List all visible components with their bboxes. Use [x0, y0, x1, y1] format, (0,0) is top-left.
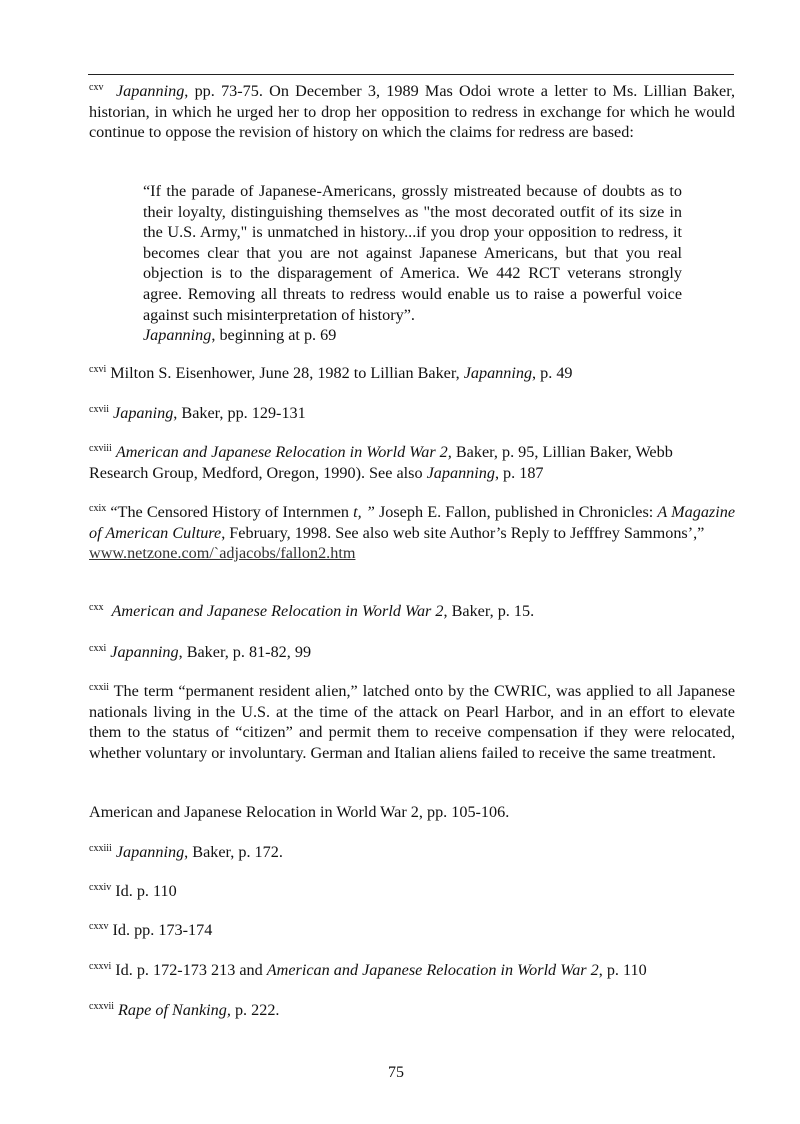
footnote-text: Baker, p. 95, Lillian Baker, Webb Research Group, Medford, Oregon, 1990). See also: [89, 443, 673, 482]
footnote-text: , Baker, p. 81-82, 99: [178, 643, 312, 661]
source-title: Japanning: [143, 326, 212, 345]
footnote-text: , p. 187: [494, 463, 544, 482]
source-title: A Magazine of American Culture: [89, 503, 735, 542]
footnote-cxvi: [89, 363, 735, 384]
footnote-text: , pp. 73-75. On December 3, 1989 Mas Odoi wrote a letter to Ms. Lillian Baker, historian, in which he urged her to drop her opposition to redress in exchange for which he would continue to oppose the revision of history on which the claims for redress are based:: [89, 82, 735, 141]
footnote-marker: cxviii: [89, 443, 112, 454]
source-title: Japanning: [115, 82, 185, 100]
source-title: Rape of Nanking,: [118, 1001, 231, 1019]
footnote-cxxii-citation: [89, 802, 735, 823]
footnote-text: , p. 49: [532, 364, 573, 382]
footnote-cxxvi: [89, 960, 735, 981]
source-title: American and Japanese Relocation in World War 2: [111, 602, 444, 620]
footnote-marker: cxx: [89, 602, 104, 613]
footnote-separator-rule: [88, 74, 734, 75]
footnote-text: Id. p. 172-173 213 and: [111, 961, 267, 979]
footnote-marker: cxxvi: [89, 961, 112, 972]
footnote-marker: cxvi: [89, 364, 107, 375]
source-title: t, ”: [349, 503, 375, 521]
footnote-text: Milton S. Eisenhower, June 28, 1982 to Lillian Baker,: [110, 364, 464, 382]
quote-source: , beginning at p. 69: [211, 326, 337, 345]
source-title: Japanning: [426, 463, 495, 482]
footnote-text: , p. 110: [598, 961, 647, 979]
footnote-text: The term “permanent resident alien,” latched onto by the CWRIC, was applied to all Japanese nationals living in the U.S. at the time of the attack on Pearl Harbor, and in an effort to elevate them to the status of “citizen” and permit them to receive compensation if they were relocated, whether voluntary or involuntary. German and Italian aliens failed to receive the same treatment.: [89, 682, 735, 762]
footnote-text: “The Censored History of Internmen: [110, 503, 349, 521]
footnote-marker: cxxiv: [89, 882, 112, 893]
footnote-text: Id. pp. 173-174: [108, 921, 213, 939]
source-title: Japanning: [463, 364, 533, 382]
block-quote: [143, 181, 682, 346]
source-title: Japaning: [113, 404, 174, 422]
quote-text: “If the parade of Japanese-Americans, grossly mistreated because of doubts as to their loyalty, distinguishing themselves as "the most decorated outfit of its size in the U.S. Army," is unmatched in history...if you drop your opposition to redress, it becomes clear that you are not against Japanese Americans, but that you real objection is to the disparagement of America. We 442 RCT veterans strongly agree. Removing all threats to redress would enable us to raise a powerful voice against such misinterpretation of history”.: [143, 182, 682, 324]
footnote-cxx: [89, 601, 735, 622]
footnote-marker: cxxvii: [89, 1001, 114, 1012]
page-number: 75: [388, 1064, 404, 1081]
footnote-text: p. 222.: [230, 1001, 280, 1019]
footnote-cxix: [89, 502, 735, 564]
footnote-text: , Baker, p. 15.: [443, 602, 535, 620]
footnote-cxxii: [89, 681, 735, 763]
footnote-cxxi: [89, 642, 735, 663]
footnote-text: , Baker, p. 172.: [184, 843, 283, 861]
footnote-marker: cxix: [89, 503, 107, 514]
footnote-text: Joseph E. Fallon, published in Chronicles:: [374, 503, 658, 521]
footnote-cxv: [89, 81, 735, 143]
footnote-text: , February, 1998. See also web site Author’s Reply to Jefffrey Sammons’,”: [221, 523, 705, 542]
footnote-cxxv: [89, 920, 735, 941]
footnote-marker: cxxv: [89, 921, 109, 932]
footnote-cxvii: [89, 403, 735, 424]
footnote-marker: cxv: [89, 82, 104, 93]
footnote-marker: cxvii: [89, 404, 109, 415]
footnote-cxxiii: [89, 842, 735, 863]
footnote-marker: cxxiii: [89, 843, 112, 854]
footnote-text: , Baker, pp. 129-131: [173, 404, 306, 422]
source-title: Japanning: [115, 843, 185, 861]
source-title: American and Japanese Relocation in World War 2: [266, 961, 599, 979]
footnote-marker: cxxii: [89, 682, 109, 693]
footnote-cxxvii: [89, 1000, 735, 1021]
footnote-cxxiv: [89, 881, 735, 902]
footnote-text: Id. p. 110: [111, 882, 177, 900]
source-title: Japanning: [110, 643, 179, 661]
source-title: American and Japanese Relocation in World War 2,: [115, 443, 452, 461]
footnote-text: American and Japanese Relocation in World War 2, pp. 105-106.: [89, 803, 510, 821]
footnote-cxviii: [89, 442, 735, 483]
footnote-marker: cxxi: [89, 643, 107, 654]
web-link[interactable]: www.netzone.com/`adjacobs/fallon2.htm: [89, 544, 356, 562]
